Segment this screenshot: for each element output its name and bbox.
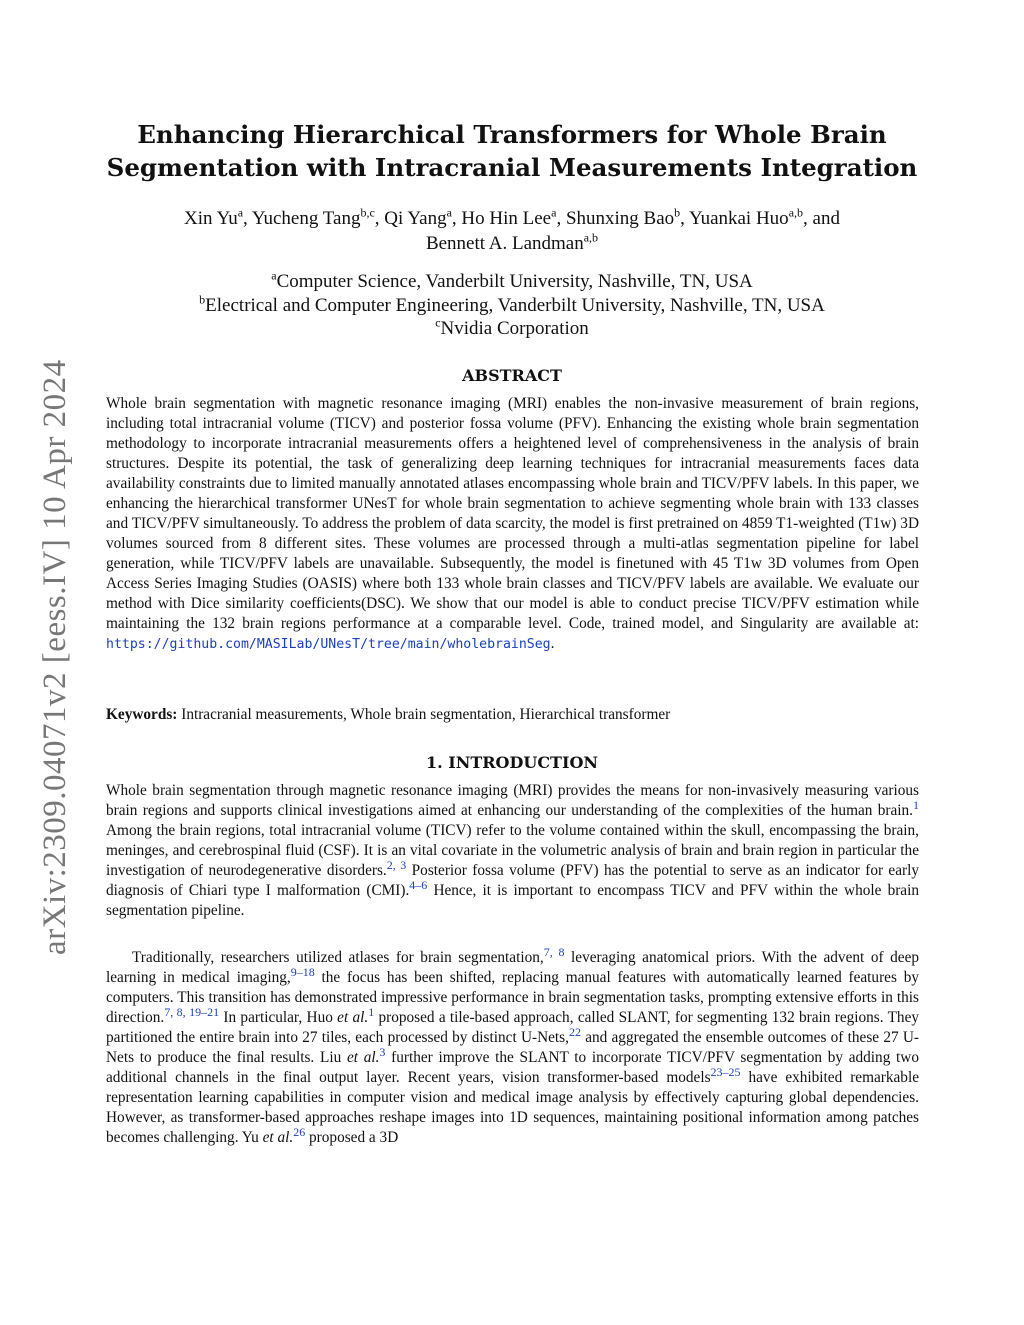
introduction-heading: 1. INTRODUCTION	[425, 753, 599, 772]
citation-link[interactable]: 4–6	[409, 877, 428, 892]
abstract-body	[106, 394, 919, 655]
et-al: et al.	[346, 1049, 380, 1066]
author-name: Xin Yu	[184, 208, 238, 229]
introduction-paragraph-1	[106, 781, 919, 921]
citation-link[interactable]: 26	[293, 1124, 306, 1139]
author-affiliation-mark: b,c	[360, 205, 375, 220]
paragraph-text: Among the brain regions, total intracranial volume (TICV) refer to the volume contained within the skull, encompassing the brain, meninges, and cerebrospinal fluid (CSF). It is an vital covariate in the volumetric analysis of brain and brain region in particular the investigation of neurodegenerative disorders.	[106, 822, 919, 879]
paragraph-text: Hence, it is important to encompass TICV and PFV within the whole brain segmentation pipeline.	[106, 882, 919, 919]
citation-link[interactable]: 22	[568, 1024, 581, 1039]
paragraph-text: Whole brain segmentation through magnetic resonance imaging (MRI) provides the means for non-invasively measuring various brain regions and supports clinical investigations aimed at enhancing our understanding of the complexities of the human brain.	[106, 782, 919, 819]
paragraph-text: proposed a 3D	[305, 1129, 399, 1146]
author-affiliation-mark: a	[237, 205, 244, 220]
citation-link[interactable]: 7, 8, 19–21	[164, 1004, 220, 1019]
affiliation-text: Computer Science, Vanderbilt University, Nashville, TN, USA	[276, 271, 753, 292]
affiliation	[100, 317, 924, 341]
arxiv-identifier: arXiv:2309.04071v2 [eess.IV] 10 Apr 2024	[37, 359, 73, 955]
paper-title	[100, 118, 924, 184]
author-name: Yucheng Tang	[251, 208, 361, 229]
affiliation-mark: b	[199, 292, 206, 307]
author-name: Ho Hin Lee	[461, 208, 552, 229]
author-affiliation-mark: a	[551, 205, 557, 220]
paragraph-text: leveraging anatomical priors. With the advent of deep learning in medical imaging,	[106, 949, 920, 986]
keywords	[106, 705, 919, 725]
affiliation	[100, 294, 924, 318]
abstract-text: Whole brain segmentation with magnetic resonance imaging (MRI) enables the non-invasive measurement of brain regions, including total intracranial volume (TICV) and posterior fossa volume (PFV). Enhancing the existing whole brain segmentation methodology to incorporate intracranial measurements offers a heightened level of comprehensiveness in the analysis of brain structures. Despite its potential, the task of generalizing deep learning techniques for intracranial measurements faces data availability constraints due to limited manually annotated atlases encompassing whole brain and TICV/PFV labels. In this paper, we enhancing the hierarchical transformer UNesT for whole brain segmentation to achieve segmenting whole brain with 133 classes and TICV/PFV simultaneously. To address the problem of data scarcity, the model is first pretrained on 4859 T1-weighted (T1w) 3D volumes sourced from 8 different sites. These volumes are processed through a multi-atlas segmentation pipeline for label generation, while TICV/PFV labels are unavailable. Subsequently, the model is finetuned with 45 T1w 3D volumes from Open Access Series Imaging Studies (OASIS) where both 133 whole brain classes and TICV/PFV labels are available. We evaluate our method with Dice similarity coefficients(DSC). We show that our model is able to conduct precise TICV/PFV estimation while maintaining the 132 brain regions performance at a comparable level. Code, trained model, and Singularity are available at:	[106, 395, 919, 632]
citation-link[interactable]: 9–18	[290, 964, 315, 979]
et-al: et al.	[337, 1009, 369, 1026]
citation-link[interactable]: 1	[913, 797, 919, 812]
paragraph-text: the focus has been shifted, replacing manual features with automatically learned features by computers. This transition has demonstrated impressive performance in brain segmentation tasks, prompting extensive efforts in this direction.	[106, 969, 919, 1026]
citation-link[interactable]: 7, 8	[543, 944, 565, 959]
affiliation-mark: a	[271, 268, 277, 283]
author-name: Bennett A. Landman	[425, 233, 584, 254]
citation-link[interactable]: 2, 3	[386, 857, 407, 872]
author-name: Qi Yang	[384, 208, 447, 229]
citation-link[interactable]: 23–25	[710, 1064, 741, 1079]
paragraph-text: proposed a tile-based approach, called SLANT, for segmenting 132 brain regions. They partitioned the entire brain into 27 tiles, each processed by distinct U-Nets,	[106, 1009, 920, 1046]
affiliation-text: Nvidia Corporation	[440, 318, 589, 339]
keywords-text: Intracranial measurements, Whole brain segmentation, Hierarchical transformer	[181, 706, 671, 723]
author-name: Shunxing Bao	[565, 208, 675, 229]
affiliation	[100, 270, 924, 294]
author-affiliation-mark: a,b	[583, 230, 599, 245]
author-affiliation-mark: a	[446, 205, 452, 220]
paragraph-text: and aggregated the ensemble outcomes of these 27 U-Nets to produce the final results. Liu	[106, 1029, 919, 1066]
paragraph-text: have exhibited remarkable representation learning capabilities in computer vision and medical image analysis by effectively capturing global dependencies. However, as transformer-based approaches reshape images into 1D sequences, maintaining positional information among patches becomes challenging. Yu	[106, 1069, 919, 1146]
title-line: Enhancing Hierarchical Transformers for Whole Brain	[137, 120, 887, 149]
abstract-heading: ABSTRACT	[462, 366, 562, 385]
paragraph-text: further improve the SLANT to incorporate TICV/PFV segmentation by adding two additional channels in the final output layer. Recent years, vision transformer-based models	[106, 1049, 920, 1086]
citation-link[interactable]: 3	[379, 1044, 386, 1059]
affiliation-list	[100, 270, 924, 341]
code-repository-link[interactable]: https://github.com/MASILab/UNesT/tree/main/wholebrainSeg	[106, 637, 551, 652]
author-name: Yuankai Huo	[688, 208, 789, 229]
author-affiliation-mark: a,b	[788, 205, 804, 220]
et-al: et al.	[262, 1129, 294, 1146]
citation-link[interactable]: 1	[368, 1004, 375, 1019]
abstract-period: .	[550, 635, 555, 652]
author-conjunction: , and	[803, 208, 840, 229]
paragraph-text: Traditionally, researchers utilized atlases for brain segmentation,	[132, 949, 544, 966]
author-list: Xin Yu$^a$, Yucheng Tang$^{b,c}$, Qi Yang$^a$, Ho Hin Lee$^a$, Shunxing Bao$^b$, Yuankai Huo$^{a,b}$, and Bennett A. Landman$^{a,b}$	[184, 205, 840, 254]
affiliation-mark: c	[435, 315, 441, 330]
title-line: Segmentation with Intracranial Measurements Integration	[106, 153, 918, 182]
keywords-label: Keywords:	[106, 706, 178, 723]
introduction-paragraph-2	[106, 944, 920, 1148]
paragraph-text: Posterior fossa volume (PFV) has the potential to serve as an indicator for early diagnosis of Chiari type I malformation (CMI).	[106, 862, 920, 899]
author-affiliation-mark: b	[674, 205, 681, 220]
paragraph-text: In particular, Huo	[219, 1009, 338, 1026]
affiliation-text: Electrical and Computer Engineering, Vanderbilt University, Nashville, TN, USA	[205, 294, 825, 316]
